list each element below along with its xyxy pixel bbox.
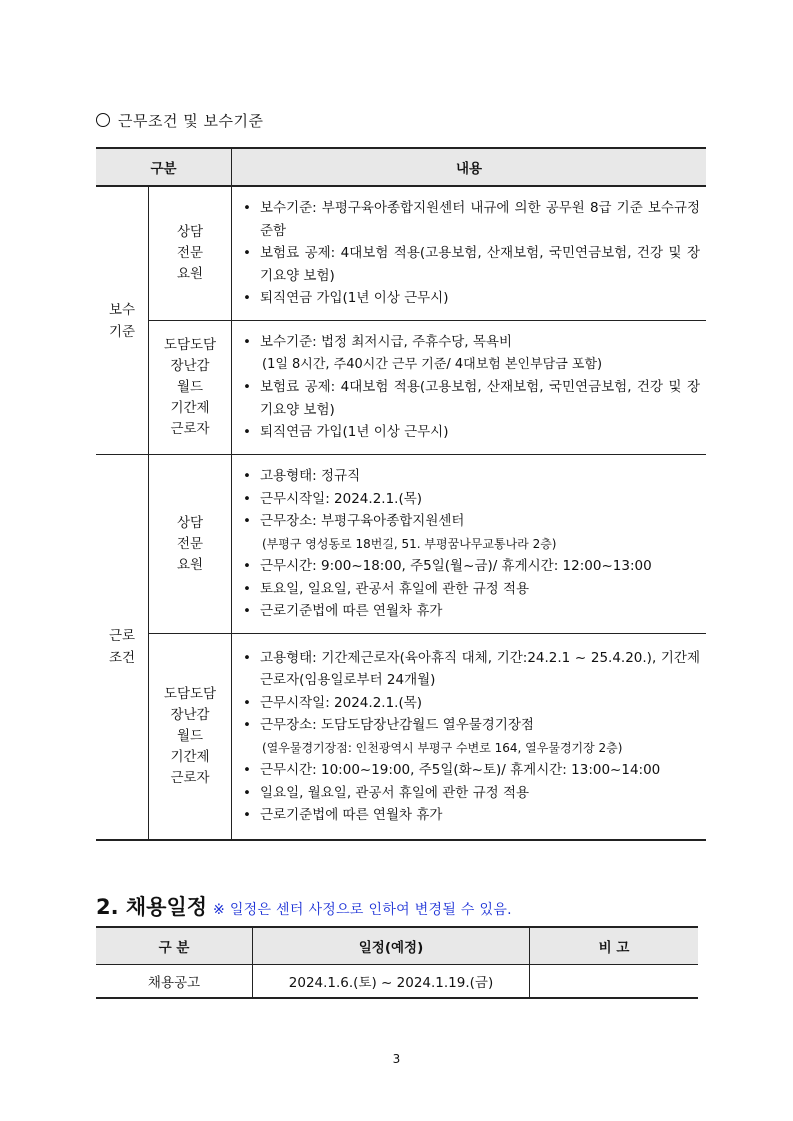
schedule-table <box>96 926 698 999</box>
conditions-table <box>96 147 706 841</box>
category-pay-line1: 보수 <box>108 301 136 318</box>
subcategory-counselor <box>149 455 232 634</box>
table-header-row <box>96 148 706 186</box>
list-item: • 일요일, 월요일, 관공서 휴일에 관한 규정 적용 <box>240 782 700 805</box>
list-item: • 근로기준법에 따른 연월차 휴가 <box>240 804 700 827</box>
list-item-note: (부평구 영성동로 18번길, 51. 부평꿈나무교통나라 2층) <box>262 536 557 551</box>
list-item: • 보험료 공제: 4대보험 적용(고용보험, 산재보험, 국민연금보험, 건강 및 장기요양 보험) <box>240 376 700 421</box>
schedule-cell-note <box>530 965 699 999</box>
schedule-header-note: 비 고 <box>530 927 699 965</box>
sub-line: 월드 <box>176 379 204 395</box>
category-work <box>96 455 149 841</box>
schedule-cell-date: 2024.1.6.(토) ~ 2024.1.19.(금) <box>253 965 530 999</box>
content-cell <box>232 455 707 634</box>
list-item: • 보험료 공제: 4대보험 적용(고용보험, 산재보험, 국민연금보험, 건강 및 장기요양 보험) <box>240 242 700 287</box>
subcategory-counselor <box>149 186 232 321</box>
header-content: 내용 <box>232 148 707 186</box>
sub-line: 장난감 <box>170 358 210 374</box>
list-item: • 보수기준: 부평구육아종합지원센터 내규에 의한 공무원 8급 기준 보수규정 준함 <box>240 197 700 242</box>
list-item-text: 근무장소: 도담도담장난감월드 열우물경기장점 <box>260 717 534 733</box>
list-item <box>240 714 700 759</box>
category-pay <box>96 186 149 455</box>
sub-line: 도담도담 <box>163 686 217 702</box>
sub-line: 상담 <box>176 224 204 240</box>
schedule-cell-category: 채용공고 <box>96 965 253 999</box>
category-work-line1: 근로 <box>108 628 136 644</box>
schedule-heading-text: 2. 채용일정 <box>96 895 208 919</box>
sub-line: 상담 <box>176 514 204 531</box>
list-item: • 근무시작일: 2024.2.1.(목) <box>240 692 700 715</box>
sub-line: 근로자 <box>170 421 210 437</box>
schedule-header-date: 일정(예정) <box>253 927 530 965</box>
list-item-text: 근무장소: 부평구육아종합지원센터 <box>260 513 465 530</box>
sub-line: 근로자 <box>170 770 210 786</box>
list-item: • 근무시간: 10:00~19:00, 주5일(화~토)/ 휴게시간: 13:00~14:00 <box>240 759 700 782</box>
list-item <box>240 331 700 376</box>
sub-line: 요원 <box>176 266 204 282</box>
list-item: • 근로기준법에 따른 연월차 휴가 <box>240 600 700 623</box>
list-item: • 근무시작일: 2024.2.1.(목) <box>240 488 700 511</box>
content-cell <box>232 634 707 841</box>
subcategory-contract-worker <box>149 321 232 455</box>
list-item: • 토요일, 일요일, 관공서 휴일에 관한 규정 적용 <box>240 578 700 601</box>
list-item-note: (열우물경기장점: 인천광역시 부평구 수변로 164, 열우물경기장 2층) <box>262 740 623 755</box>
section-title <box>96 110 263 131</box>
category-work-line2: 조건 <box>108 650 136 666</box>
list-item: • 고용형태: 정규직 <box>240 465 700 488</box>
sub-line: 기간제 <box>170 400 210 416</box>
sub-line: 요원 <box>176 556 204 573</box>
list-item: • 퇴직연금 가입(1년 이상 근무시) <box>240 287 700 310</box>
page-number: 3 <box>392 1052 401 1066</box>
sub-line: 기간제 <box>170 749 210 765</box>
list-item <box>240 510 700 555</box>
sub-line: 전문 <box>176 535 204 552</box>
sub-line: 도담도담 <box>163 337 217 353</box>
subcategory-contract-worker <box>149 634 232 841</box>
table-row <box>96 186 706 321</box>
table-row <box>96 965 698 999</box>
schedule-header-row <box>96 927 698 965</box>
table-row <box>96 634 706 841</box>
category-pay-line2: 기준 <box>108 323 136 340</box>
schedule-remark: ※ 일정은 센터 사정으로 인하여 변경될 수 있음. <box>213 902 512 918</box>
schedule-heading <box>96 891 512 921</box>
schedule-header-category: 구 분 <box>96 927 253 965</box>
list-item: • 근무시간: 9:00~18:00, 주5일(월~금)/ 휴게시간: 12:00~13:00 <box>240 555 700 578</box>
header-category: 구분 <box>96 148 232 186</box>
table-row <box>96 321 706 455</box>
sub-line: 장난감 <box>170 707 210 723</box>
content-cell <box>232 186 707 321</box>
section-title-text: 근무조건 및 보수기준 <box>118 112 264 130</box>
circle-bullet-icon <box>96 113 110 127</box>
list-item-note: (1일 8시간, 주40시간 근무 기준/ 4대보험 본인부담금 포함) <box>262 356 603 372</box>
sub-line: 전문 <box>176 245 204 261</box>
list-item: • 퇴직연금 가입(1년 이상 근무시) <box>240 421 700 444</box>
list-item: • 고용형태: 기간제근로자(육아휴직 대체, 기간:24.2.1 ~ 25.4.20.), 기간제근로자(임용일로부터 24개월) <box>240 647 700 692</box>
sub-line: 월드 <box>176 728 204 744</box>
content-cell <box>232 321 707 455</box>
table-row <box>96 455 706 634</box>
list-item-text: 보수기준: 법정 최저시급, 주휴수당, 목욕비 <box>260 334 512 351</box>
